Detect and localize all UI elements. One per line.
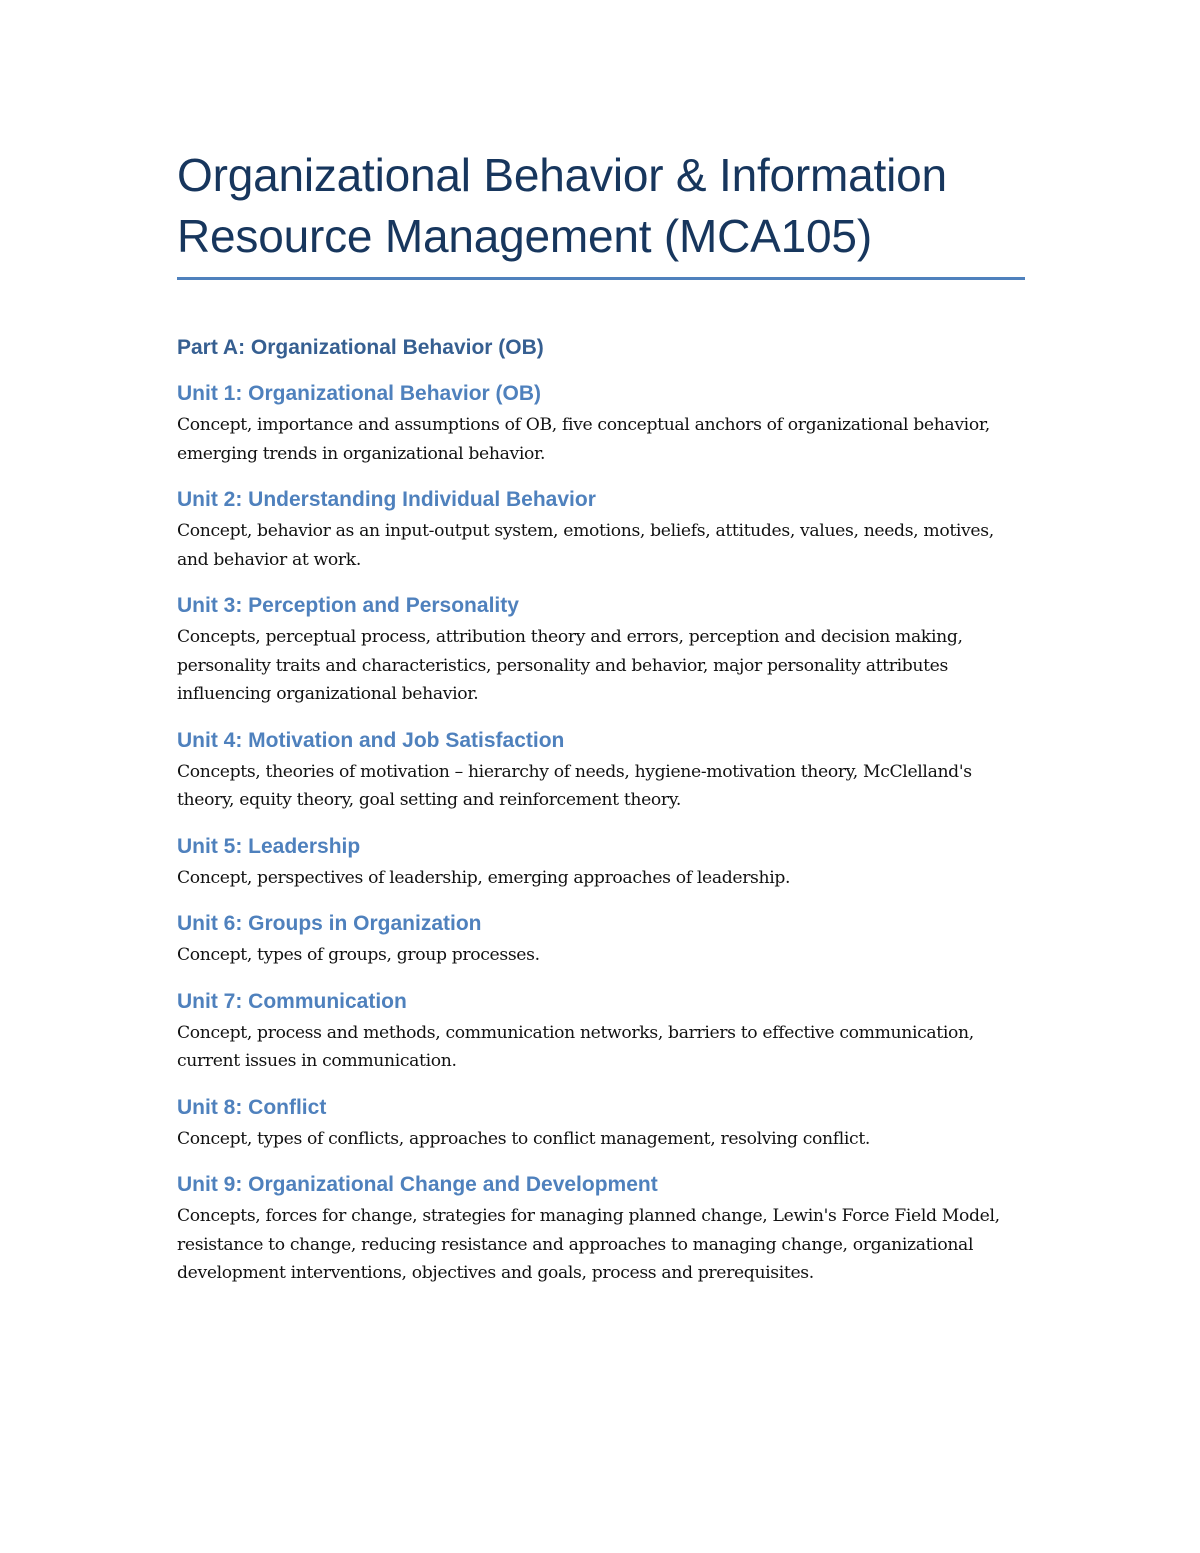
unit-heading: Unit 7: Communication [177,989,407,1013]
unit-section-9 [177,1171,1025,1288]
unit-heading: Unit 2: Understanding Individual Behavior [177,488,596,511]
unit-description: Concept, process and methods, communication networks, barriers to effective communication, current issues in communication. [177,1022,974,1071]
unit-description: Concept, types of groups, group processes. [177,945,540,965]
unit-heading: Unit 4: Motivation and Job Satisfaction [177,728,565,752]
title-underline-rule [177,277,1025,280]
part-heading: Part A: Organizational Behavior (OB) [177,336,544,359]
unit-section-1 [177,380,1025,468]
unit-description: Concept, behavior as an input-output system, emotions, beliefs, attitudes, values, needs, motives, and behavior at work. [177,521,994,570]
unit-section-5 [177,833,1025,893]
unit-section-8 [177,1094,1025,1154]
unit-section-6 [177,910,1025,970]
unit-section-4 [177,727,1025,815]
unit-section-2 [177,486,1025,574]
unit-heading: Unit 6: Groups in Organization [177,912,482,935]
document-content [177,145,1025,1288]
unit-section-3 [177,592,1025,709]
unit-description: Concept, importance and assumptions of OB, five conceptual anchors of organizational behavior, emerging trends in organizational behavior. [177,415,990,464]
unit-heading: Unit 9: Organizational Change and Development [177,1173,658,1196]
document-title [177,145,1025,267]
title-line-1: Organizational Behavior & Information [177,149,947,201]
unit-heading: Unit 5: Leadership [177,834,361,858]
unit-description: Concepts, perceptual process, attribution theory and errors, perception and decision making, personality traits and characteristics, personality and behavior, major personality attributes influencing organizational behavior. [177,627,963,704]
unit-heading: Unit 1: Organizational Behavior (OB) [177,382,542,405]
unit-description: Concepts, forces for change, strategies for managing planned change, Lewin's Force Field Model, resistance to change, reducing resistance and approaches to managing change, organizational development interventions, objectives and goals, process and prerequisites. [177,1206,1000,1283]
unit-heading: Unit 8: Conflict [177,1095,327,1119]
unit-description: Concept, perspectives of leadership, emerging approaches of leadership. [177,867,791,888]
unit-description: Concepts, theories of motivation – hierarchy of needs, hygiene-motivation theory, McClelland's theory, equity theory, goal setting and reinforcement theory. [177,761,972,810]
unit-heading: Unit 3: Perception and Personality [177,594,519,617]
title-line-2: Resource Management (MCA105) [177,210,872,262]
unit-description: Concept, types of conflicts, approaches to conflict management, resolving conflict. [177,1128,871,1149]
unit-section-7 [177,988,1025,1076]
